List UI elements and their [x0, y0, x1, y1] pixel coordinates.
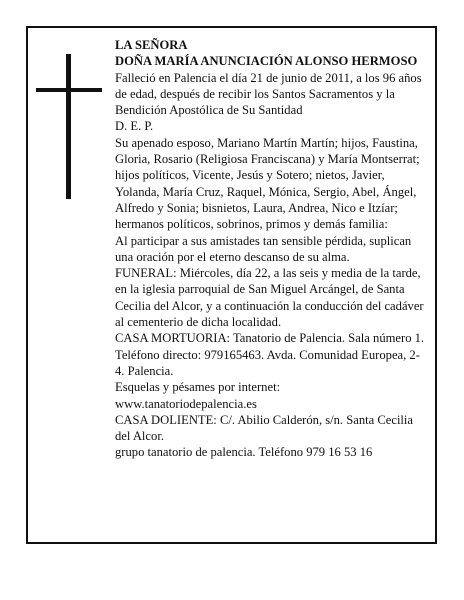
internet-url: www.tanatoriodepalencia.es — [115, 396, 257, 411]
prayer-request: Al participar a sus amistades tan sensible pérdida, suplican una oración por el eterno descanso de su alma. — [115, 233, 412, 264]
footer-text: grupo tanatorio de palencia. Teléfono 979 16 53 16 — [115, 445, 373, 460]
deceased-name: DOÑA MARÍA ANUNCIACIÓN ALONSO HERMOSO — [115, 54, 418, 69]
death-announcement: Falleció en Palencia el día 21 de junio de 2011, a los 96 años de edad, después de recibir los Santos Sacramentos y la Bendición Apostólica de Su Santidad — [115, 70, 422, 118]
cross-horizontal-bar — [36, 88, 102, 92]
mortuary-info: CASA MORTUORIA: Tanatorio de Palencia. Sala número 1. Teléfono directo: 979165463. Avda. Comunidad Europea, 2-4. Palencia. — [115, 331, 425, 378]
title-line-1: LA SEÑORA — [115, 38, 188, 52]
funeral-info: FUNERAL: Miércoles, día 22, a las seis y media de la tarde, en la iglesia parroquial de San Miguel Arcángel, de Santa Cecilia del Alcor, y a continuación la conducción del cadáver al cementerio de dicha localidad. — [115, 266, 424, 330]
obituary-text — [115, 37, 427, 461]
family-list: Su apenado esposo, Mariano Martín Martín; hijos, Faustina, Gloria, Rosario (Religiosa Franciscana) y María Montserrat; hijos políticos, Vicente, Jesús y Sotero; nietos, Javier, Yolanda, María Cruz, Raquel, Mónica, Sergio, Abel, Ángel, Alfredo y Sonia; bisnietos, Laura, Andrea, Nico e Itzíar; hermanos políticos, sobrinos, primos y demás familia: — [115, 135, 420, 232]
cross-icon — [36, 54, 102, 199]
home-address: CASA DOLIENTE: C/. Abilio Calderón, s/n. Santa Cecilia del Alcor. — [115, 412, 414, 444]
rip-text: D. E. P. — [115, 119, 154, 134]
cross-vertical-bar — [66, 54, 71, 199]
internet-label: Esquelas y pésames por internet: — [115, 380, 281, 395]
